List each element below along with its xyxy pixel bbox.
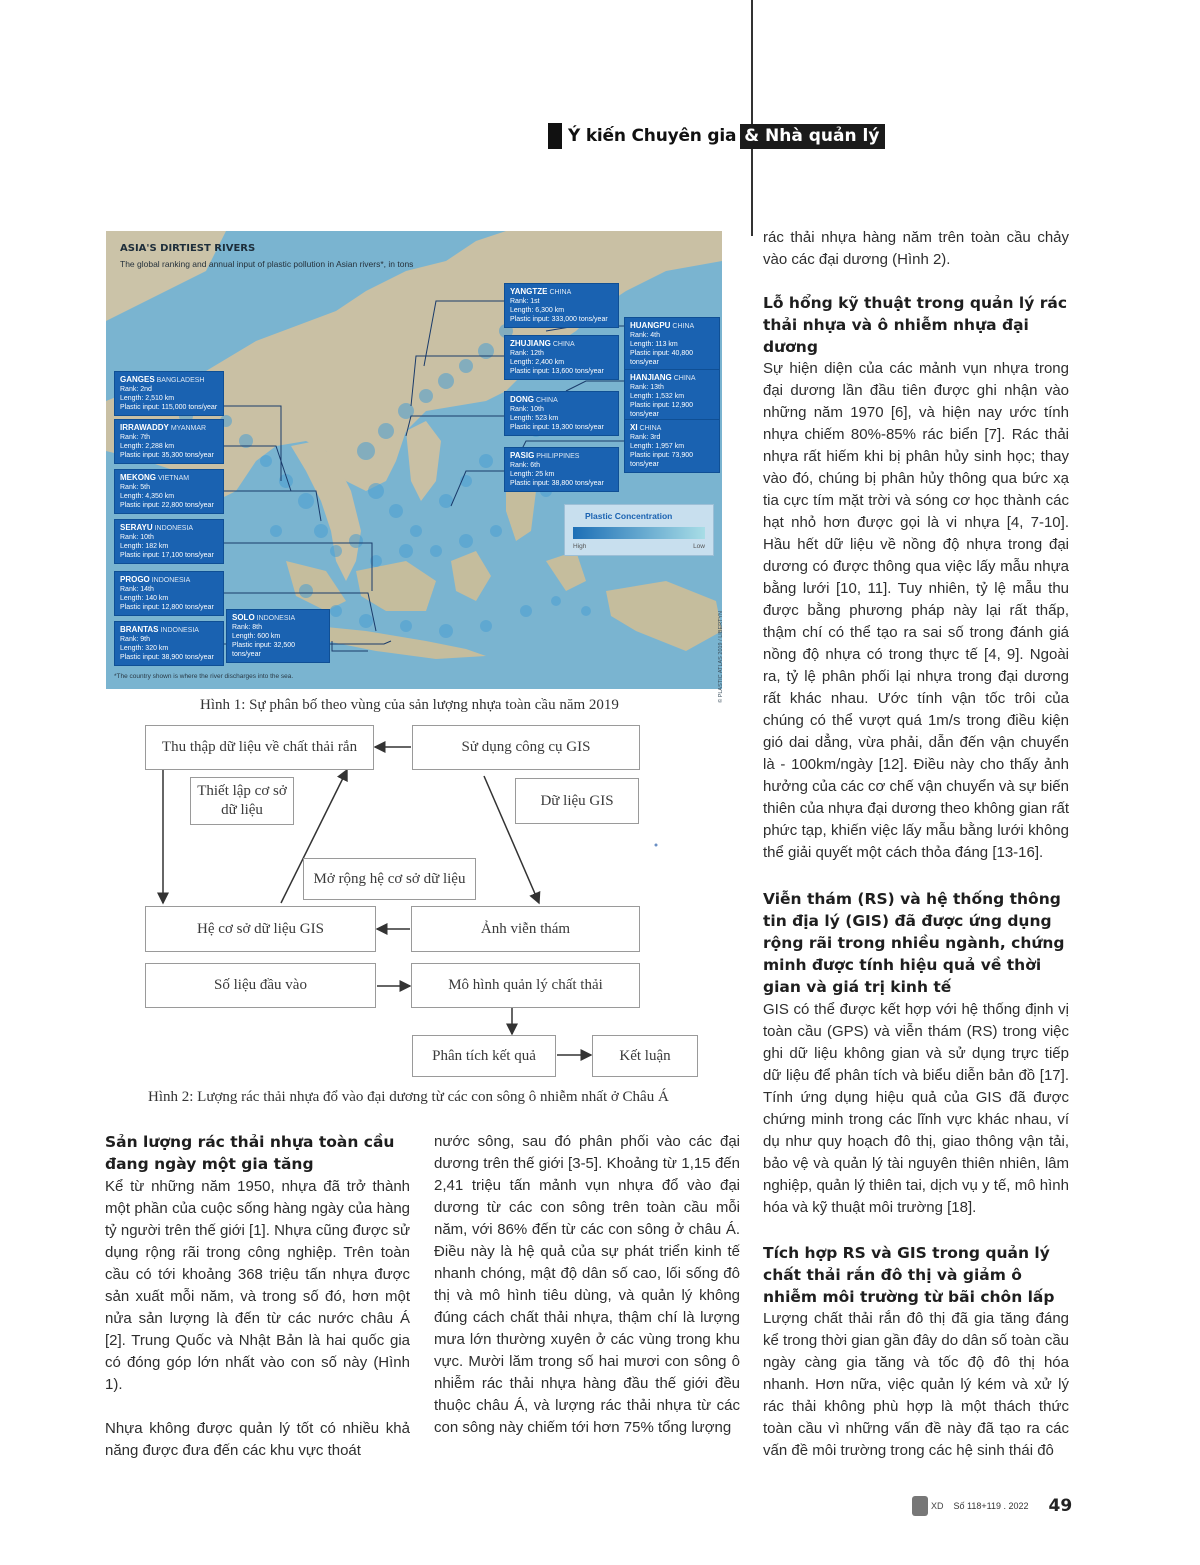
legend-title: Plastic Concentration (585, 511, 673, 521)
flow-setup-database: Thiết lập cơ sở dữ liệu (190, 777, 294, 825)
footer-xd: XD (931, 1501, 944, 1511)
figure-1-caption: Hình 1: Sự phân bố theo vùng của sản lượng nhựa toàn cầu năm 2019 (200, 697, 619, 713)
river-box-hanjiang: HANJIANG CHINA Rank: 13th Length: 1,532 km Plastic input: 12,900 tons/year (624, 369, 720, 423)
river-box-huangpu: HUANGPU CHINA Rank: 4th Length: 113 km Plastic input: 40,800 tons/year (624, 317, 720, 371)
flow-use-gis-tool: Sử dụng công cụ GIS (412, 725, 640, 770)
river-box-progo: PROGO INDONESIA Rank: 14th Length: 140 km Plastic input: 12,800 tons/year (114, 571, 224, 616)
header-title-highlight: & Nhà quản lý (740, 124, 885, 149)
river-box-xi: XI CHINA Rank: 3rd Length: 1,957 km Plastic input: 73,900 tons/year (624, 419, 720, 473)
river-box-pasig: PASIG PHILIPPINES Rank: 6th Length: 25 km Plastic input: 38,800 tons/year (504, 447, 619, 492)
river-box-brantas: BRANTAS INDONESIA Rank: 9th Length: 320 km Plastic input: 38,900 tons/year (114, 621, 224, 666)
river-box-mekong: MEKONG VIETNAM Rank: 5th Length: 4,350 km Plastic input: 22,800 tons/year (114, 469, 224, 514)
page-number: 49 (1048, 1496, 1073, 1516)
flow-analysis: Phân tích kết quả (412, 1035, 556, 1077)
right-heading-3: Tích hợp RS và GIS trong quản lý chất thải rắn đô thị và giảm ô nhiễm môi trường từ bãi chôn lấp (763, 1244, 1055, 1306)
map-credit: © PLASTIC ATLAS 2019 / LIBERTYN (718, 611, 724, 703)
river-box-ganges: GANGES BANGLADESH Rank: 2nd Length: 2,510 km Plastic input: 115,000 tons/year (114, 371, 224, 416)
river-box-zhujiang: ZHUJIANG CHINA Rank: 12th Length: 2,400 km Plastic input: 13,600 tons/year (504, 335, 619, 380)
header-title: Ý kiến Chuyên gia (568, 126, 737, 146)
map-title: ASIA'S DIRTIEST RIVERS (120, 243, 256, 254)
legend-low: Low (693, 543, 705, 550)
legend-high: High (573, 543, 587, 550)
flow-remote-sensing-image: Ảnh viễn thám (411, 906, 640, 952)
map-subtitle: The global ranking and annual input of plastic pollution in Asian rivers*, in tons (120, 259, 414, 269)
right-paragraph-3: Lượng chất thải rắn đô thị đã gia tăng đáng kể trong thời gian gần đây do dân số toàn cầu ngày càng gia tăng và tốc độ đô thị hóa nhanh. Hơn nữa, việc quản lý kém và xử lý rác thải không phù hợp là một thách thức toàn cầu vì những vấn đề này đã tạo ra các vấn đề môi trường trong các hệ sinh thái đô (763, 1310, 1069, 1459)
map-footnote: *The country shown is where the river discharges into the sea. (114, 673, 294, 680)
river-box-irrawaddy: IRRAWADDY MYANMAR Rank: 7th Length: 2,288 km Plastic input: 35,300 tons/year (114, 419, 224, 464)
page-footer (912, 1496, 1072, 1516)
river-box-serayu: SERAYU INDONESIA Rank: 10th Length: 182 km Plastic input: 17,100 tons/year (114, 519, 224, 564)
left-heading: Sản lượng rác thải nhựa toàn cầu đang ngày một gia tăng (105, 1133, 395, 1173)
middle-paragraph: nước sông, sau đó phân phối vào các đại dương trên thế giới [3-5]. Khoảng từ 1,15 đến 2,41 triệu tấn mảnh vụn nhựa đổ vào đại dương từ các con sông trên toàn cầu mỗi năm, với 86% đến từ các con sông ở châu Á. Điều này là hệ quả của sự phát triển kinh tế nhanh chóng, mật độ dân số cao, lối sống đô thị và mô hình tiêu dùng, và quản lý không đúng cách chất thải nhựa, thậm chí là lượng mưa lớn thường xuyên ở các vùng trong khu vực. Mười lăm trong số hai mươi con sông ô nhiễm rác thải nhựa hàng đầu thế giới đều thuộc châu Á, và lượng rác thải nhựa từ các con sông này chiếm tới hơn 75% tổng lượng (434, 1133, 740, 1436)
right-paragraph-1: Sự hiện diện của các mảnh vụn nhựa trong đại dương lần đầu tiên được ghi nhận vào những năm 1970 [6], và hiện nay ước tính nhựa chiếm 80%-85% rác biển [7]. Rác thải nhựa rất hiếm khi bị phân hủy sinh học; thay vào đó, chúng bị phân hủy thông qua bức xạ tia cực tím mặt trời và sóng cơ học thành các hạt nhỏ hơn được gọi là vi nhựa [4, 7-10]. Hầu hết dữ liệu về nồng độ nhựa trong đại dương có được thông qua việc lấy mẫu nhựa bằng lưới [10, 11]. Tuy nhiên, tỷ lệ mẫu thu được bằng phương pháp này lại rất thấp, thậm chí có thể tạo ra sai số trong đánh giá nồng độ nhựa có trong thực tế [4, 9]. Ngoài ra, tỷ lệ phân phối lại nhựa trong đại dương rất khác nhau. Ước tính vận tốc trôi của chúng có thể vượt quá 1m/s trong điều kiện gió dai dẳng, vừa phải, dẫn đến vận chuyển là - 100km/ngày [12]. Điều này cho thấy ảnh hưởng của các cơ chế vận chuyển và sự biến thiên của nhựa đại dương theo không gian rất phức tạp, khiến việc lấy mẫu bằng lưới không thể giải quyết một cách thỏa đáng [13-16]. (763, 360, 1069, 861)
flow-waste-model: Mô hình quản lý chất thải (411, 963, 640, 1008)
magazine-logo-icon (912, 1496, 928, 1516)
flow-input-data: Số liệu đầu vào (145, 963, 376, 1008)
flow-collect-data: Thu thập dữ liệu về chất thải rắn (145, 725, 374, 770)
left-paragraph-2: Nhựa không được quản lý tốt có nhiều khả năng được đưa đến các khu vực thoát (105, 1420, 410, 1459)
right-paragraph-2: GIS có thể được kết hợp với hệ thống định vị toàn cầu (GPS) và viễn thám (RS) trong việc ghi dữ liệu không gian và sử dụng trực tiếp dữ liệu để phân tích và biểu diễn bản đồ [17]. Tính ứng dụng hiệu quả của GIS đã được chứng minh trong các lĩnh vực khác nhau, ví dụ như quy hoạch đô thị, giao thông vận tải, bảo vệ và quản lý tài nguyên thiên nhiên, lâm nghiệp, quản lý thiên tai, dịch vụ y tế, mô hình hóa và kỹ thuật môi trường [18]. (763, 1001, 1069, 1216)
footer-issue: Số 118+119 . 2022 (953, 1501, 1029, 1511)
flow-conclusion: Kết luận (592, 1035, 698, 1077)
right-heading-2: Viễn thám (RS) và hệ thống thông tin địa lý (GIS) đã được ứng dụng rộng rãi trong nhiều ngành, chứng minh được tính hiệu quả về thời gian và giá trị kinh tế (763, 890, 1065, 996)
river-box-solo: SOLO INDONESIA Rank: 8th Length: 600 km Plastic input: 32,500 tons/year (226, 609, 330, 663)
flow-gis-database: Hệ cơ sở dữ liệu GIS (145, 906, 376, 952)
figure-2-caption: Hình 2: Lượng rác thải nhựa đổ vào đại dương từ các con sông ô nhiễm nhất ở Châu Á (148, 1089, 669, 1105)
flow-expand-database: Mở rộng hệ cơ sở dữ liệu (303, 858, 476, 900)
right-heading-1: Lỗ hổng kỹ thuật trong quản lý rác thải nhựa và ô nhiễm nhựa đại dương (763, 294, 1068, 356)
river-box-yangtze: YANGTZE CHINA Rank: 1st Length: 6,300 km Plastic input: 333,000 tons/year (504, 283, 619, 328)
river-box-dong: DONG CHINA Rank: 10th Length: 523 km Plastic input: 19,300 tons/year (504, 391, 619, 436)
flow-gis-data: Dữ liệu GIS (515, 778, 639, 824)
right-paragraph-0: rác thải nhựa hàng năm trên toàn cầu chảy vào các đại dương (Hình 2). (763, 229, 1069, 268)
left-paragraph-1: Kể từ những năm 1950, nhựa đã trở thành một phần của cuộc sống hàng ngày của hàng tỷ người trên thế giới [1]. Nhựa cũng được sử dụng rộng rãi trong công nghiệp. Trên toàn cầu có tới khoảng 368 triệu tấn nhựa được sản xuất mỗi năm, và trong số đó, hơn một nửa sản lượng là đến từ các nước châu Á [2]. Trung Quốc và Nhật Bản là hai quốc gia có đóng góp lớn nhất vào con số này (Hình 1). (105, 1178, 410, 1393)
